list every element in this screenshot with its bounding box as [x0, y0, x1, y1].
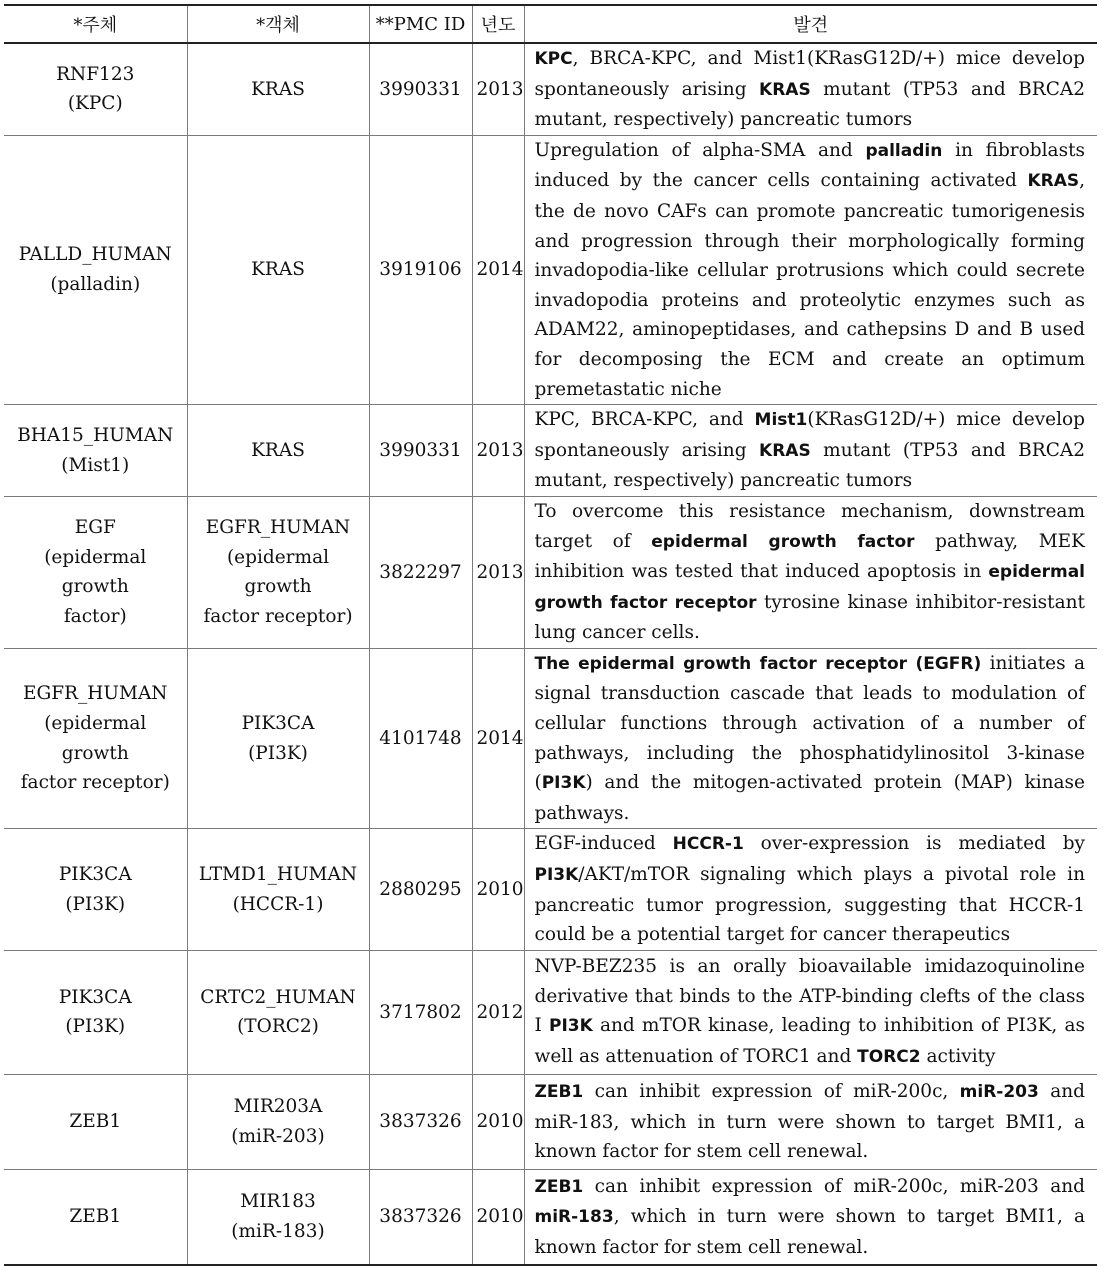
finding-text: in fibroblasts induced by the cancer cells containing activated: [534, 139, 1085, 192]
finding-text: (KRasG12D/+) mice develop spontaneously arising: [534, 409, 1086, 461]
table-row: [4, 43, 1097, 135]
finding-text: tyrosine kinase inhibitor-resistant lung cancer cells.: [534, 591, 1085, 644]
finding-text: can inhibit expression of miR-200c, miR-203 and: [583, 1175, 1085, 1197]
object-cell: [187, 950, 369, 1074]
finding-text: /AKT/mTOR signaling which plays a pivotal role in pancreatic tumor progression, suggesting that HCCR-1 could be a potential target for cancer therapeutics: [534, 864, 1085, 946]
finding-cell: [524, 496, 1097, 648]
subject-line: PALLD_HUMAN: [18, 244, 172, 266]
finding-highlight: KRAS: [1027, 171, 1080, 192]
object-line: EGFR_HUMAN: [205, 517, 351, 539]
finding-highlight: HCCR-1: [672, 834, 744, 855]
finding-text: mutant (TP53 and BRCA2 mutant, respectively) pancreatic tumors: [534, 78, 1085, 131]
finding-cell: [524, 405, 1097, 497]
year-cell: 2010: [472, 1169, 524, 1265]
subject-line: (KPC): [67, 93, 123, 115]
finding-cell: [524, 1169, 1097, 1265]
object-cell: [187, 1074, 369, 1169]
subject-cell: [4, 1169, 187, 1265]
finding-highlight: PI3K: [548, 1016, 593, 1037]
table-body: [4, 43, 1097, 1265]
finding-highlight: The epidermal growth factor receptor (EGFR): [534, 653, 982, 674]
finding-cell: [524, 648, 1097, 829]
object-cell: [187, 829, 369, 950]
object-line: factor receptor): [203, 605, 353, 627]
finding-text: , the de novo CAFs can promote pancreatic tumorigenesis and progression through their morphologically forming invadopodia-like cellular protrusions which could secrete invadopodia proteins and proteolytic enzymes such as ADAM22, aminopeptidases, and cathepsins D and B used for decomposing the ECM and create an optimum premetastatic niche: [534, 170, 1085, 400]
finding-highlight: miR-183: [534, 1207, 614, 1228]
year-cell: 2013: [472, 43, 524, 135]
finding-text: and mTOR kinase, leading to inhibition of PI3K, as well as attenuation of TORC1 and: [534, 1015, 1085, 1067]
table-row: [4, 648, 1097, 829]
pmcid-cell: 3837326: [369, 1074, 472, 1169]
finding-text: and miR-183, which in turn were shown to target BMI1, a known factor for stem cell renewal.: [534, 1080, 1085, 1163]
object-line: KRAS: [251, 439, 305, 461]
finding-cell: [524, 135, 1097, 404]
finding-cell: [524, 950, 1097, 1074]
subject-cell: [4, 496, 187, 648]
pmcid-cell: 4101748: [369, 648, 472, 829]
finding-highlight: PI3K: [541, 773, 586, 794]
finding-text: , BRCA-KPC, and Mist1(KRasG12D/+) mice develop spontaneously arising: [534, 48, 1085, 100]
header-pmcid: **PMC ID: [369, 5, 472, 43]
pmcid-cell: 3837326: [369, 1169, 472, 1265]
object-cell: [187, 1169, 369, 1265]
subject-line: factor receptor): [20, 772, 170, 794]
finding-highlight: Mist1: [754, 410, 808, 431]
object-line: MIR183: [240, 1191, 316, 1213]
finding-highlight: KPC: [534, 49, 573, 69]
subject-line: PIK3CA: [58, 986, 132, 1008]
findings-table: [4, 4, 1097, 1266]
subject-line: factor): [63, 605, 127, 627]
object-line: (TORC2): [237, 1016, 319, 1038]
finding-highlight: KRAS: [759, 79, 811, 100]
pmcid-cell: 3822297: [369, 496, 472, 648]
finding-text: activity: [920, 1045, 996, 1067]
finding-highlight: epidermal growth factor: [651, 531, 915, 552]
subject-line: (PI3K): [65, 893, 126, 915]
subject-cell: [4, 829, 187, 950]
subject-line: EGF: [74, 517, 116, 539]
header-subject: *주체: [4, 5, 187, 43]
object-line: KRAS: [251, 259, 305, 281]
finding-highlight: TORC2: [857, 1046, 921, 1067]
table-row: [4, 405, 1097, 497]
object-line: MIR203A: [233, 1096, 323, 1118]
object-cell: [187, 648, 369, 829]
finding-text: can inhibit expression of miR-200c,: [583, 1080, 960, 1102]
finding-text: To overcome this resistance mechanism, downstream target of: [534, 500, 1085, 552]
year-cell: 2010: [472, 1074, 524, 1169]
object-cell: [187, 43, 369, 135]
table-row: [4, 950, 1097, 1074]
table-row: [4, 135, 1097, 404]
pmcid-cell: 3990331: [369, 405, 472, 497]
pmcid-cell: 3990331: [369, 43, 472, 135]
object-line: PIK3CA: [241, 713, 315, 735]
object-line: LTMD1_HUMAN: [198, 864, 358, 886]
finding-text: ) and the mitogen-activated protein (MAP) kinase pathways.: [534, 772, 1085, 824]
finding-highlight: epidermal growth factor receptor: [534, 562, 1085, 613]
finding-text: KPC, BRCA-KPC, and: [534, 409, 755, 431]
finding-text: mutant (TP53 and BRCA2 mutant, respectively) pancreatic tumors: [534, 439, 1085, 492]
finding-text: Upregulation of alpha-SMA and: [534, 139, 866, 161]
subject-line: (epidermal growth: [44, 713, 147, 764]
pmcid-cell: 3717802: [369, 950, 472, 1074]
header-year: 년도: [472, 5, 524, 43]
object-line: KRAS: [251, 78, 305, 100]
object-cell: [187, 405, 369, 497]
finding-cell: [524, 829, 1097, 950]
subject-line: (palladin): [50, 273, 141, 295]
finding-cell: [524, 43, 1097, 135]
object-cell: [187, 496, 369, 648]
subject-line: BHA15_HUMAN: [17, 424, 174, 446]
year-cell: 2014: [472, 648, 524, 829]
subject-line: PIK3CA: [58, 864, 132, 886]
year-cell: 2014: [472, 135, 524, 404]
finding-text: pathway, MEK inhibition was tested that induced apoptosis in: [534, 530, 1085, 583]
year-cell: 2013: [472, 405, 524, 497]
subject-line: EGFR_HUMAN: [22, 683, 168, 705]
pmcid-cell: 2880295: [369, 829, 472, 950]
header-finding: 발견: [524, 5, 1097, 43]
finding-highlight: miR-203: [959, 1081, 1039, 1102]
header-object: *객체: [187, 5, 369, 43]
year-cell: 2013: [472, 496, 524, 648]
table-row: [4, 1074, 1097, 1169]
subject-cell: [4, 950, 187, 1074]
subject-line: RNF123: [56, 63, 135, 85]
table-row: [4, 496, 1097, 648]
subject-line: (Mist1): [61, 454, 130, 476]
finding-highlight: palladin: [865, 140, 943, 161]
finding-text: initiates a signal transduction cascade that leads to modulation of cellular functions through activation of a number of pathways, including the phosphatidylinositol 3-kinase (: [534, 652, 1085, 794]
finding-text: EGF-induced: [534, 833, 673, 855]
subject-cell: [4, 1074, 187, 1169]
finding-highlight: ZEB1: [534, 1176, 584, 1197]
object-line: (epidermal growth: [226, 546, 330, 598]
object-cell: [187, 135, 369, 404]
finding-text: , which in turn were shown to target BMI1, a known factor for stem cell renewal.: [534, 1206, 1085, 1258]
subject-cell: [4, 43, 187, 135]
finding-text: over-expression is mediated by: [743, 833, 1085, 855]
table-row: [4, 829, 1097, 950]
table-row: [4, 1169, 1097, 1265]
subject-line: ZEB1: [69, 1111, 122, 1133]
finding-cell: [524, 1074, 1097, 1169]
finding-text: NVP-BEZ235 is an orally bioavailable imidazoquinoline derivative that binds to the ATP-binding clefts of the class I: [534, 956, 1085, 1037]
subject-line: (PI3K): [65, 1016, 126, 1038]
object-line: (miR-203): [231, 1125, 325, 1147]
object-line: CRTC2_HUMAN: [200, 986, 356, 1008]
object-line: (PI3K): [248, 742, 308, 764]
subject-cell: [4, 648, 187, 829]
year-cell: 2010: [472, 829, 524, 950]
finding-highlight: PI3K: [534, 865, 579, 886]
year-cell: 2012: [472, 950, 524, 1074]
header-row: [4, 5, 1097, 43]
subject-line: ZEB1: [69, 1206, 122, 1228]
subject-line: (epidermal growth: [44, 546, 147, 598]
finding-highlight: ZEB1: [534, 1081, 584, 1102]
subject-cell: [4, 135, 187, 404]
finding-highlight: KRAS: [759, 440, 811, 461]
object-line: (HCCR-1): [232, 893, 324, 915]
object-line: (miR-183): [231, 1221, 325, 1243]
subject-cell: [4, 405, 187, 497]
pmcid-cell: 3919106: [369, 135, 472, 404]
